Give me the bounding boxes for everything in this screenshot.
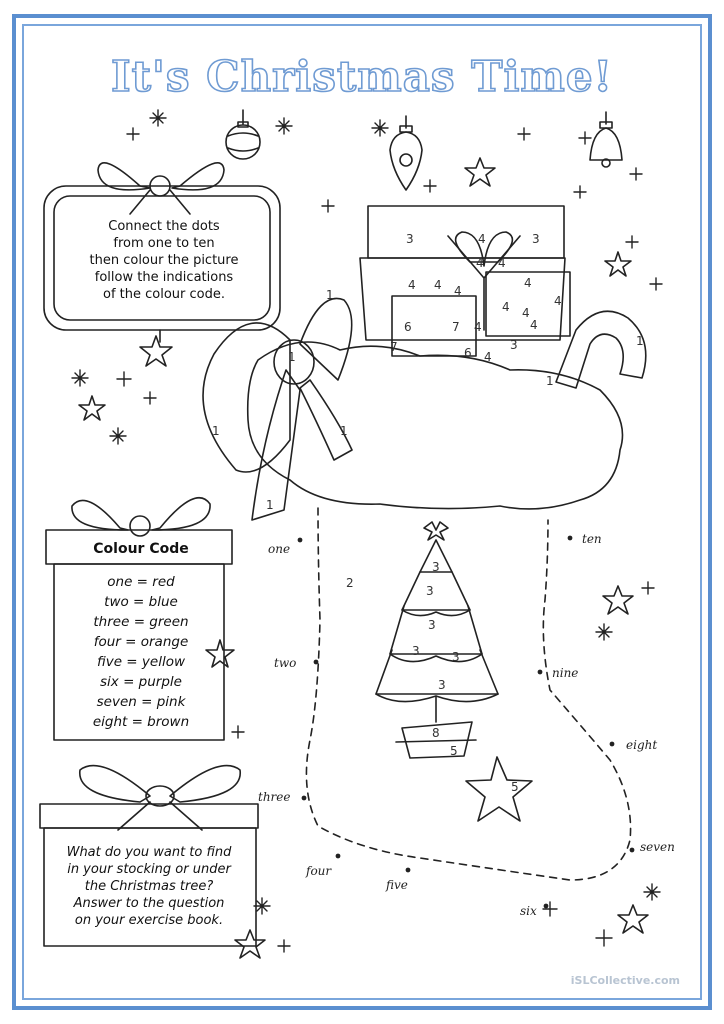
ornament-drop-icon bbox=[390, 116, 422, 190]
area-number: 6 bbox=[464, 346, 472, 360]
dot-label-one: one bbox=[268, 542, 291, 556]
colour-code-item: two = blue bbox=[104, 594, 178, 610]
stocking-cuff bbox=[248, 342, 623, 509]
area-number: 5 bbox=[511, 780, 519, 794]
dot-label-five: five bbox=[386, 878, 408, 892]
area-number: 4 bbox=[474, 320, 482, 334]
ornament-bell-icon bbox=[590, 112, 622, 167]
colour-code-item: four = orange bbox=[93, 634, 189, 650]
area-number: 4 bbox=[454, 284, 462, 298]
dot-label-three: three bbox=[258, 790, 291, 804]
gift-boxes bbox=[360, 206, 570, 356]
colour-code-item: three = green bbox=[93, 614, 189, 630]
question-text bbox=[46, 844, 252, 929]
area-number: 1 bbox=[546, 374, 554, 388]
dot-label-ten: ten bbox=[582, 532, 602, 546]
instructions-line: of the colour code. bbox=[103, 287, 225, 302]
area-number: 3 bbox=[438, 678, 446, 692]
area-number: 4 bbox=[554, 294, 562, 308]
area-number: 6 bbox=[404, 320, 412, 334]
area-number: 3 bbox=[532, 232, 540, 246]
area-number: 4 bbox=[476, 256, 484, 270]
area-number: 3 bbox=[406, 232, 414, 246]
area-number: 1 bbox=[340, 424, 348, 438]
colour-code-item: six = purple bbox=[100, 674, 182, 690]
area-number: 3 bbox=[428, 618, 436, 632]
area-number: 3 bbox=[432, 560, 440, 574]
area-number: 4 bbox=[478, 232, 486, 246]
question-line: on your exercise book. bbox=[74, 913, 224, 928]
area-number: 4 bbox=[498, 256, 506, 270]
ornament-ball-icon bbox=[226, 110, 260, 159]
dot-label-eight: eight bbox=[626, 738, 658, 752]
area-number: 3 bbox=[510, 338, 518, 352]
colour-code-list bbox=[58, 572, 224, 732]
area-number: 4 bbox=[502, 300, 510, 314]
dot-label-nine: nine bbox=[552, 666, 579, 680]
dot-label-two: two bbox=[274, 656, 297, 670]
area-number: 1 bbox=[212, 424, 220, 438]
worksheet-title: It's Christmas Time! bbox=[111, 52, 613, 101]
stocking-bow bbox=[203, 298, 352, 520]
question-line: in your stocking or under bbox=[67, 862, 231, 877]
area-number: 4 bbox=[484, 350, 492, 364]
area-number: 3 bbox=[452, 650, 460, 664]
area-number: 1 bbox=[326, 288, 334, 302]
colour-code-item: seven = pink bbox=[96, 694, 186, 710]
question-line: Answer to the question bbox=[73, 896, 225, 911]
area-number: 7 bbox=[390, 340, 398, 354]
area-number: 7 bbox=[452, 320, 460, 334]
area-number: 4 bbox=[522, 306, 530, 320]
question-line: the Christmas tree? bbox=[84, 879, 214, 894]
instructions-text bbox=[66, 218, 262, 303]
area-number: 4 bbox=[524, 276, 532, 290]
dot-label-four: four bbox=[306, 864, 332, 878]
instructions-line: then colour the picture bbox=[89, 253, 239, 268]
dot-label-seven: seven bbox=[640, 840, 675, 854]
area-number: 1 bbox=[266, 498, 274, 512]
area-number: 5 bbox=[450, 744, 458, 758]
area-number: 3 bbox=[426, 584, 434, 598]
question-line: What do you want to find bbox=[66, 845, 232, 860]
area-number: 4 bbox=[434, 278, 442, 292]
area-number: 3 bbox=[412, 644, 420, 658]
colour-code-item: five = yellow bbox=[96, 654, 185, 670]
area-number: 1 bbox=[288, 350, 296, 364]
instructions-line: from one to ten bbox=[113, 236, 215, 251]
watermark: iSLCollective.com bbox=[570, 974, 680, 987]
colour-code-item: eight = brown bbox=[92, 714, 190, 730]
area-number: 4 bbox=[408, 278, 416, 292]
instructions-line: Connect the dots bbox=[108, 219, 220, 234]
christmas-tree bbox=[376, 522, 498, 758]
dot-label-six: six bbox=[520, 904, 537, 918]
area-number: 8 bbox=[432, 726, 440, 740]
colour-code-title: Colour Code bbox=[93, 541, 189, 557]
instructions-line: follow the indications bbox=[94, 270, 234, 285]
colour-code-item: one = red bbox=[107, 574, 175, 590]
area-number: 2 bbox=[346, 576, 354, 590]
area-number: 4 bbox=[530, 318, 538, 332]
area-number: 1 bbox=[636, 334, 644, 348]
